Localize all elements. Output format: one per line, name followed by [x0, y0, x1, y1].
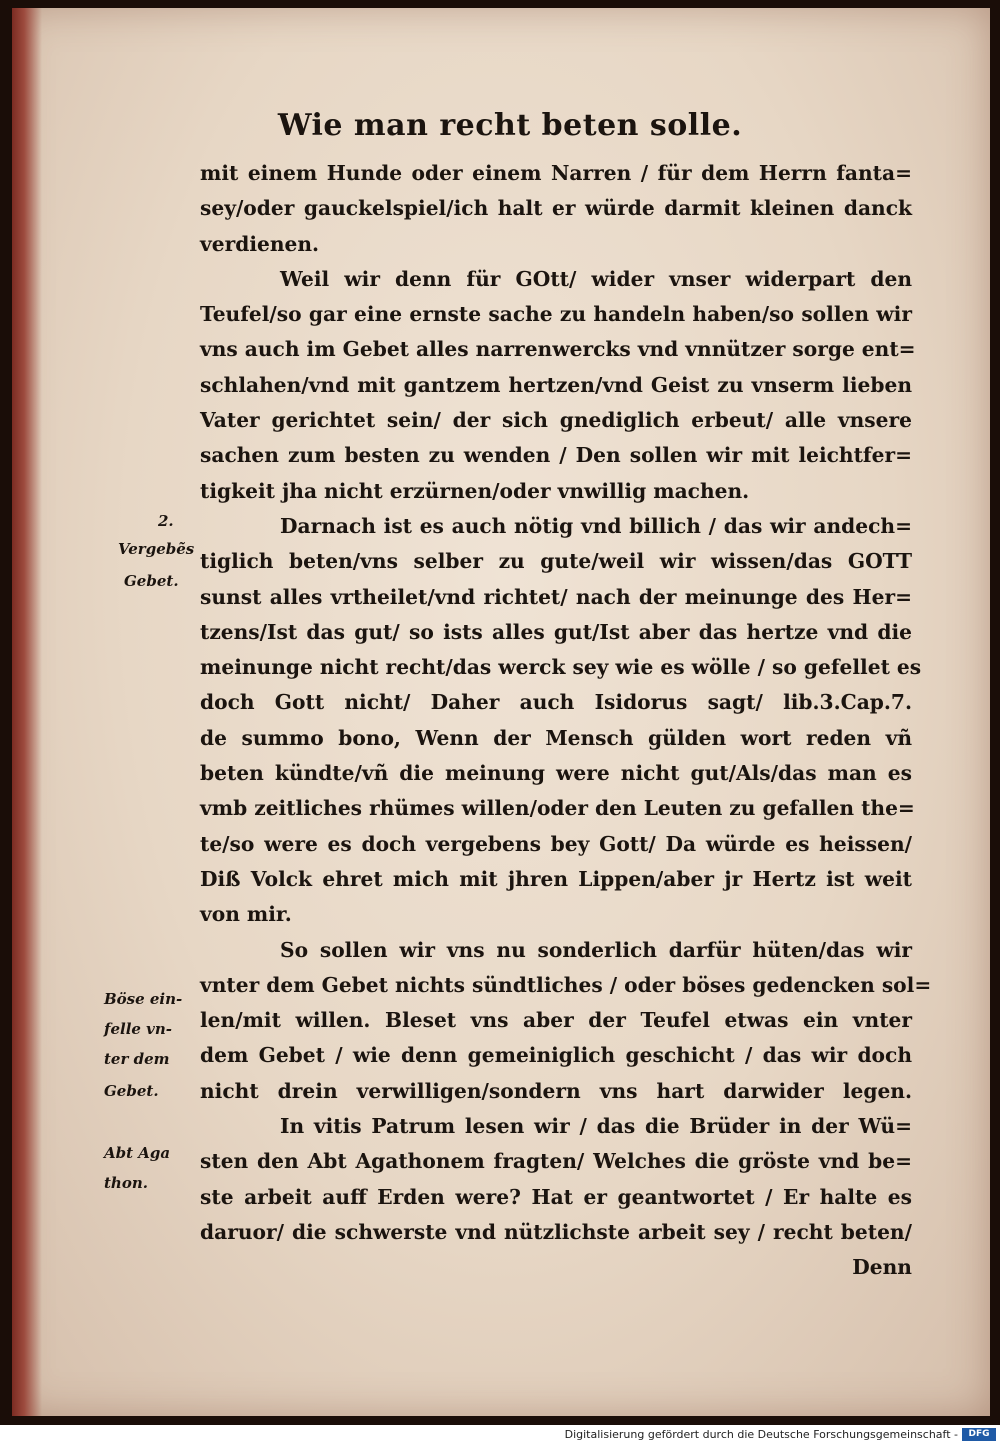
- marginal-number: 2.: [158, 512, 174, 530]
- text-line: tzens/Ist das gut/ so ists alles gut/Ist aber das hertze vnd die: [200, 619, 912, 644]
- marginal-note: felle vn-: [104, 1020, 173, 1038]
- text-line: schlahen/vnd mit gantzem hertzen/vnd Geist zu vnserm lieben: [200, 372, 912, 397]
- text-line: verdienen.: [200, 231, 320, 256]
- text-line: Diß Volck ehret mich mit jhren Lippen/aber jr Hertz ist weit: [200, 866, 912, 891]
- text-line: sunst alles vrtheilet/vnd richtet/ nach der meinunge des Her=: [200, 584, 912, 609]
- dfg-logo: DFG: [962, 1428, 996, 1441]
- text-line: Vater gerichtet sein/ der sich gnediglich erbeut/ alle vnsere: [200, 408, 912, 433]
- marginal-note: Gebet.: [104, 1082, 159, 1100]
- text-line: nicht drein verwilligen/sondern vns hart darwider legen.: [200, 1078, 912, 1103]
- text-line: ste arbeit auff Erden were? Hat er geantwortet / Er halte es: [200, 1184, 912, 1209]
- text-line: Weil wir denn für GOtt/ wider vnser widerpart den: [280, 266, 912, 291]
- text-line: sten den Abt Agathonem fragten/ Welches die gröste vnd be=: [200, 1149, 912, 1174]
- marginal-note: Gebet.: [124, 572, 179, 590]
- text-line: daruor/ die schwerste vnd nützlichste arbeit sey / recht beten/: [200, 1219, 912, 1244]
- text-line: len/mit willen. Bleset vns aber der Teufel etwas ein vnter: [200, 1008, 912, 1033]
- text-line: So sollen wir vns nu sonderlich darfür hüten/das wir: [280, 937, 912, 962]
- text-line: tiglich beten/vns selber zu gute/weil wir wissen/das GOTT: [200, 549, 912, 574]
- running-head: Wie man recht beten solle.: [277, 108, 743, 143]
- body-text: [200, 156, 932, 1286]
- text-line: de summo bono, Wenn der Mensch gülden wort reden vñ: [200, 725, 912, 750]
- catchword: Denn: [852, 1255, 912, 1280]
- footer: [0, 1425, 1000, 1444]
- text-line: vmb zeitliches rhümes willen/oder den Leuten zu gefallen the=: [200, 796, 915, 821]
- footer-credit: Digitalisierung gefördert durch die Deutsche Forschungsgemeinschaft -: [564, 1428, 958, 1441]
- marginal-note: Vergebẽs: [118, 540, 195, 558]
- text-line: vns auch im Gebet alles narrenwercks vnd vnnützer sorge ent=: [200, 337, 916, 362]
- text-line: sey/oder gauckelspiel/ich halt er würde darmit kleinen danck: [200, 196, 912, 221]
- text-line: Darnach ist es auch nötig vnd billich / das wir andech=: [280, 513, 912, 538]
- text-line: meinunge nicht recht/das werck sey wie es wölle / so gefellet es: [200, 655, 922, 680]
- text-line: In vitis Patrum lesen wir / das die Brüder in der Wü=: [280, 1114, 912, 1139]
- text-line: beten kündte/vñ die meinung were nicht gut/Als/das man es: [200, 761, 912, 786]
- text-line: tigkeit jha nicht erzürnen/oder vnwillig machen.: [200, 478, 750, 503]
- marginal-note: thon.: [104, 1174, 148, 1192]
- marginal-note: Böse ein-: [104, 990, 183, 1008]
- text-line: dem Gebet / wie denn gemeiniglich geschicht / das wir doch: [200, 1043, 912, 1068]
- text-line: mit einem Hunde oder einem Narren / für dem Herrn fanta=: [200, 161, 912, 185]
- page-edge: [12, 8, 42, 1416]
- text-line: vnter dem Gebet nichts sündtliches / oder böses gedencken sol=: [200, 972, 932, 997]
- marginal-note: Abt Aga: [104, 1144, 171, 1162]
- text-line: von mir.: [200, 902, 292, 927]
- text-line: doch Gott nicht/ Daher auch Isidorus sagt/ lib.3.Cap.7.: [200, 690, 912, 715]
- text-line: sachen zum besten zu wenden / Den sollen wir mit leichtfer=: [200, 443, 912, 468]
- marginal-note: ter dem: [104, 1050, 170, 1068]
- text-line: Teufel/so gar eine ernste sache zu handeln haben/so sollen wir: [200, 302, 912, 327]
- text-line: te/so were es doch vergebens bey Gott/ Da würde es heissen/: [200, 831, 912, 856]
